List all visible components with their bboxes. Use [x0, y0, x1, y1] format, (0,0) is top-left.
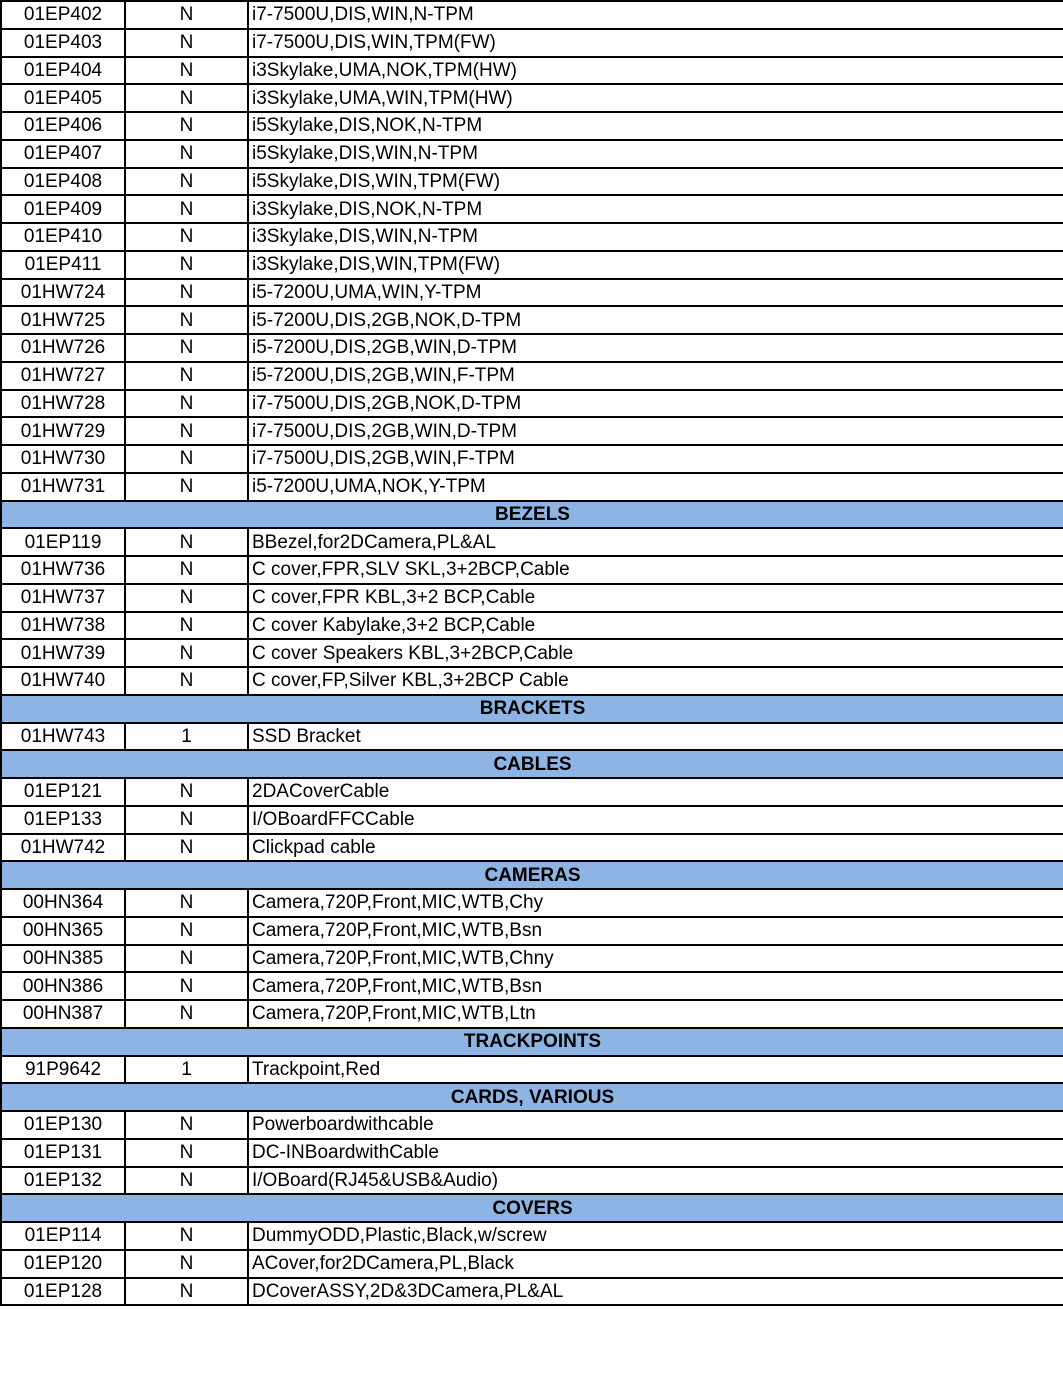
table-row — [1, 1222, 1063, 1250]
table-row — [1, 417, 1063, 445]
quantity-cell: N — [125, 945, 248, 973]
description-cell: i5-7200U,DIS,2GB,WIN,D-TPM — [248, 334, 1063, 362]
table-row — [1, 889, 1063, 917]
quantity-cell: N — [125, 195, 248, 223]
description-cell: i3Skylake,UMA,WIN,TPM(HW) — [248, 84, 1063, 112]
description-cell: Camera,720P,Front,MIC,WTB,Bsn — [248, 917, 1063, 945]
part-number-cell: 01EP402 — [1, 1, 125, 29]
section-header-row — [1, 1194, 1063, 1222]
part-number-cell: 01HW739 — [1, 639, 125, 667]
description-cell: DCoverASSY,2D&3DCamera,PL&AL — [248, 1278, 1063, 1306]
section-header-row — [1, 501, 1063, 529]
quantity-cell: N — [125, 612, 248, 640]
part-number-cell: 01EP133 — [1, 806, 125, 834]
description-cell: ACover,for2DCamera,PL,Black — [248, 1250, 1063, 1278]
part-number-cell: 91P9642 — [1, 1056, 125, 1084]
quantity-cell: N — [125, 1111, 248, 1139]
section-title: CAMERAS — [1, 861, 1063, 889]
table-row — [1, 806, 1063, 834]
table-row — [1, 140, 1063, 168]
description-cell: BBezel,for2DCamera,PL&AL — [248, 528, 1063, 556]
part-number-cell: 01HW730 — [1, 445, 125, 473]
section-header-row — [1, 750, 1063, 778]
quantity-cell: N — [125, 279, 248, 307]
section-header-row — [1, 695, 1063, 723]
description-cell: C cover Kabylake,3+2 BCP,Cable — [248, 612, 1063, 640]
quantity-cell: N — [125, 528, 248, 556]
quantity-cell: N — [125, 1000, 248, 1028]
description-cell: i5-7200U,UMA,NOK,Y-TPM — [248, 473, 1063, 501]
quantity-cell: N — [125, 473, 248, 501]
part-number-cell: 01EP114 — [1, 1222, 125, 1250]
table-row — [1, 612, 1063, 640]
quantity-cell: N — [125, 556, 248, 584]
table-row — [1, 723, 1063, 751]
quantity-cell: N — [125, 112, 248, 140]
table-row — [1, 445, 1063, 473]
table-row — [1, 473, 1063, 501]
table-row — [1, 1250, 1063, 1278]
description-cell: DummyODD,Plastic,Black,w/screw — [248, 1222, 1063, 1250]
section-header-row — [1, 1028, 1063, 1056]
part-number-cell: 01HW736 — [1, 556, 125, 584]
table-row — [1, 584, 1063, 612]
description-cell: i5Skylake,DIS,NOK,N-TPM — [248, 112, 1063, 140]
part-number-cell: 00HN364 — [1, 889, 125, 917]
description-cell: Clickpad cable — [248, 834, 1063, 862]
part-number-cell: 01EP410 — [1, 223, 125, 251]
quantity-cell: N — [125, 1250, 248, 1278]
table-row — [1, 1056, 1063, 1084]
part-number-cell: 01EP128 — [1, 1278, 125, 1306]
description-cell: C cover,FP,Silver KBL,3+2BCP Cable — [248, 667, 1063, 695]
table-row — [1, 1111, 1063, 1139]
quantity-cell: N — [125, 806, 248, 834]
section-title: COVERS — [1, 1194, 1063, 1222]
description-cell: i7-7500U,DIS,WIN,TPM(FW) — [248, 29, 1063, 57]
table-row — [1, 1167, 1063, 1195]
quantity-cell: N — [125, 1222, 248, 1250]
part-number-cell: 01HW729 — [1, 417, 125, 445]
table-row — [1, 251, 1063, 279]
part-number-cell: 01HW738 — [1, 612, 125, 640]
description-cell: I/OBoard(RJ45&USB&Audio) — [248, 1167, 1063, 1195]
table-row — [1, 1000, 1063, 1028]
table-row — [1, 84, 1063, 112]
quantity-cell: N — [125, 1139, 248, 1167]
section-title: CABLES — [1, 750, 1063, 778]
description-cell: Camera,720P,Front,MIC,WTB,Chny — [248, 945, 1063, 973]
table-row — [1, 29, 1063, 57]
part-number-cell: 01EP411 — [1, 251, 125, 279]
description-cell: i5Skylake,DIS,WIN,N-TPM — [248, 140, 1063, 168]
part-number-cell: 01HW728 — [1, 390, 125, 418]
quantity-cell: N — [125, 667, 248, 695]
description-cell: i5-7200U,DIS,2GB,WIN,F-TPM — [248, 362, 1063, 390]
quantity-cell: 1 — [125, 723, 248, 751]
quantity-cell: N — [125, 306, 248, 334]
section-title: CARDS, VARIOUS — [1, 1083, 1063, 1111]
description-cell: i7-7500U,DIS,2GB,NOK,D-TPM — [248, 390, 1063, 418]
part-number-cell: 01EP405 — [1, 84, 125, 112]
table-row — [1, 1, 1063, 29]
table-row — [1, 57, 1063, 85]
table-row — [1, 945, 1063, 973]
section-header-row — [1, 1083, 1063, 1111]
table-row — [1, 972, 1063, 1000]
quantity-cell: N — [125, 972, 248, 1000]
quantity-cell: N — [125, 584, 248, 612]
section-header-row — [1, 861, 1063, 889]
table-row — [1, 362, 1063, 390]
part-number-cell: 01EP409 — [1, 195, 125, 223]
section-title: TRACKPOINTS — [1, 1028, 1063, 1056]
table-row — [1, 195, 1063, 223]
quantity-cell: N — [125, 834, 248, 862]
part-number-cell: 01HW724 — [1, 279, 125, 307]
table-row — [1, 556, 1063, 584]
section-title: BRACKETS — [1, 695, 1063, 723]
description-cell: i5Skylake,DIS,WIN,TPM(FW) — [248, 168, 1063, 196]
table-row — [1, 917, 1063, 945]
table-row — [1, 223, 1063, 251]
quantity-cell: N — [125, 362, 248, 390]
part-number-cell: 00HN386 — [1, 972, 125, 1000]
table-row — [1, 834, 1063, 862]
part-number-cell: 01EP121 — [1, 778, 125, 806]
part-number-cell: 01HW737 — [1, 584, 125, 612]
description-cell: i7-7500U,DIS,2GB,WIN,D-TPM — [248, 417, 1063, 445]
table-row — [1, 667, 1063, 695]
table-row — [1, 279, 1063, 307]
description-cell: i3Skylake,UMA,NOK,TPM(HW) — [248, 57, 1063, 85]
description-cell: i3Skylake,DIS,WIN,TPM(FW) — [248, 251, 1063, 279]
part-number-cell: 01EP120 — [1, 1250, 125, 1278]
part-number-cell: 01EP404 — [1, 57, 125, 85]
quantity-cell: N — [125, 57, 248, 85]
description-cell: Camera,720P,Front,MIC,WTB,Ltn — [248, 1000, 1063, 1028]
table-row — [1, 390, 1063, 418]
quantity-cell: N — [125, 417, 248, 445]
parts-table-body — [1, 1, 1063, 1305]
description-cell: i5-7200U,DIS,2GB,NOK,D-TPM — [248, 306, 1063, 334]
quantity-cell: 1 — [125, 1056, 248, 1084]
table-row — [1, 1139, 1063, 1167]
table-row — [1, 528, 1063, 556]
description-cell: C cover,FPR KBL,3+2 BCP,Cable — [248, 584, 1063, 612]
part-number-cell: 01HW743 — [1, 723, 125, 751]
description-cell: SSD Bracket — [248, 723, 1063, 751]
quantity-cell: N — [125, 223, 248, 251]
part-number-cell: 01HW726 — [1, 334, 125, 362]
part-number-cell: 00HN385 — [1, 945, 125, 973]
quantity-cell: N — [125, 334, 248, 362]
description-cell: i7-7500U,DIS,2GB,WIN,F-TPM — [248, 445, 1063, 473]
description-cell: Trackpoint,Red — [248, 1056, 1063, 1084]
quantity-cell: N — [125, 390, 248, 418]
part-number-cell: 00HN365 — [1, 917, 125, 945]
part-number-cell: 01EP407 — [1, 140, 125, 168]
description-cell: C cover,FPR,SLV SKL,3+2BCP,Cable — [248, 556, 1063, 584]
table-row — [1, 168, 1063, 196]
description-cell: C cover Speakers KBL,3+2BCP,Cable — [248, 639, 1063, 667]
quantity-cell: N — [125, 84, 248, 112]
table-row — [1, 306, 1063, 334]
part-number-cell: 00HN387 — [1, 1000, 125, 1028]
part-number-cell: 01EP408 — [1, 168, 125, 196]
description-cell: Powerboardwithcable — [248, 1111, 1063, 1139]
description-cell: Camera,720P,Front,MIC,WTB,Bsn — [248, 972, 1063, 1000]
quantity-cell: N — [125, 917, 248, 945]
part-number-cell: 01EP403 — [1, 29, 125, 57]
table-row — [1, 334, 1063, 362]
quantity-cell: N — [125, 445, 248, 473]
part-number-cell: 01EP119 — [1, 528, 125, 556]
part-number-cell: 01EP406 — [1, 112, 125, 140]
table-row — [1, 778, 1063, 806]
description-cell: I/OBoardFFCCable — [248, 806, 1063, 834]
part-number-cell: 01EP131 — [1, 1139, 125, 1167]
table-row — [1, 1278, 1063, 1306]
section-title: BEZELS — [1, 501, 1063, 529]
description-cell: i5-7200U,UMA,WIN,Y-TPM — [248, 279, 1063, 307]
description-cell: i3Skylake,DIS,WIN,N-TPM — [248, 223, 1063, 251]
part-number-cell: 01EP132 — [1, 1167, 125, 1195]
part-number-cell: 01HW740 — [1, 667, 125, 695]
table-row — [1, 639, 1063, 667]
quantity-cell: N — [125, 29, 248, 57]
quantity-cell: N — [125, 778, 248, 806]
quantity-cell: N — [125, 168, 248, 196]
quantity-cell: N — [125, 1167, 248, 1195]
description-cell: i3Skylake,DIS,NOK,N-TPM — [248, 195, 1063, 223]
quantity-cell: N — [125, 1, 248, 29]
quantity-cell: N — [125, 889, 248, 917]
part-number-cell: 01HW731 — [1, 473, 125, 501]
description-cell: DC-INBoardwithCable — [248, 1139, 1063, 1167]
part-number-cell: 01EP130 — [1, 1111, 125, 1139]
table-row — [1, 112, 1063, 140]
description-cell: i7-7500U,DIS,WIN,N-TPM — [248, 1, 1063, 29]
quantity-cell: N — [125, 251, 248, 279]
description-cell: Camera,720P,Front,MIC,WTB,Chy — [248, 889, 1063, 917]
description-cell: 2DACoverCable — [248, 778, 1063, 806]
quantity-cell: N — [125, 1278, 248, 1306]
part-number-cell: 01HW742 — [1, 834, 125, 862]
part-number-cell: 01HW725 — [1, 306, 125, 334]
part-number-cell: 01HW727 — [1, 362, 125, 390]
quantity-cell: N — [125, 140, 248, 168]
quantity-cell: N — [125, 639, 248, 667]
